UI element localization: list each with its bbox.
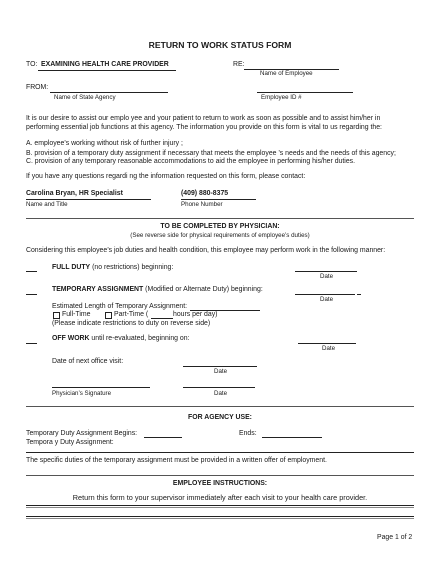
item-b: B. provision of a temporary duty assignment if necessary that meets the employee ’s needs and the needs of this agency;: [26, 150, 396, 157]
hours-per-day-label: hours per day): [173, 311, 218, 318]
full-time-label: Full-Time: [62, 311, 91, 318]
phone-number-label: Phone Number: [181, 201, 223, 208]
temp-check-line[interactable]: [26, 294, 37, 295]
next-visit-field[interactable]: [183, 366, 257, 367]
temp-date-dash: [357, 294, 361, 295]
specific-duties-text: The specific duties of the temporary assignment must be provided in a written offer of employment.: [26, 457, 327, 464]
instructions-heading: EMPLOYEE INSTRUCTIONS:: [172, 480, 268, 487]
re-label: RE:: [233, 61, 245, 68]
to-line: [38, 70, 176, 71]
full-duty-note: (no restrictions) beginning:: [90, 264, 174, 271]
assignment-label: Tempora y Duty Assignment:: [26, 439, 114, 446]
off-work-row: [52, 335, 190, 342]
contact-phone-line: [181, 199, 256, 200]
off-work-label: OFF WORK: [52, 335, 90, 342]
full-duty-row: [52, 264, 173, 271]
agency-divider: [26, 406, 414, 407]
contact-name-line: [26, 199, 151, 200]
full-duty-check-line[interactable]: [26, 271, 37, 272]
physician-subheading: (See reverse side for physical requirements of employee’s duties): [130, 232, 310, 239]
intro-line-2: performing essential job functions at this agency. The information you provide on this form is vital to us regarding the:: [26, 124, 382, 131]
to-label: TO:: [26, 61, 38, 68]
name-and-title-label: Name and Title: [26, 201, 68, 208]
off-work-check-line[interactable]: [26, 343, 37, 344]
instructions-divider: [26, 475, 414, 476]
state-agency-label: Name of State Agency: [54, 94, 116, 101]
to-value: EXAMINING HEALTH CARE PROVIDER: [41, 61, 169, 68]
full-duty-date-field[interactable]: [295, 271, 357, 272]
signature-date-label: Date: [214, 390, 228, 397]
next-visit-label: Date of next office visit:: [52, 358, 124, 365]
temp-row: [52, 286, 263, 293]
off-work-date-field[interactable]: [298, 343, 356, 344]
temp-label: TEMPORARY ASSIGNMENT: [52, 286, 144, 293]
contact-phone: (409) 880-8375: [181, 190, 229, 197]
signature-date-field[interactable]: [183, 387, 255, 388]
instructions-text: Return this form to your supervisor immediately after each visit to your health care provider.: [72, 493, 368, 502]
instructions-line-2: [26, 516, 414, 517]
full-duty-label: FULL DUTY: [52, 264, 91, 271]
ends-label: Ends:: [239, 430, 257, 437]
physician-signature-field[interactable]: [52, 387, 150, 388]
off-work-note: until re-evaluated, beginning on:: [89, 335, 190, 342]
ends-field[interactable]: [262, 437, 322, 438]
instructions-line-1b: [26, 507, 414, 508]
instructions-line-2b: [26, 518, 414, 519]
part-time-label: Part-Time (: [114, 311, 149, 318]
contact-name: Carolina Bryan, HR Specialist: [26, 190, 123, 197]
full-duty-date-label: Date: [320, 273, 334, 280]
item-c: C. provision of any temporary reasonable accommodations to aid the employee in performing his/her duties.: [26, 158, 356, 165]
hours-per-day-field[interactable]: [151, 318, 173, 319]
considering-text: Considering this employee’s job duties and health condition, this employee may perform work in the following manner:: [26, 247, 386, 254]
agency-heading: FOR AGENCY USE:: [188, 414, 252, 421]
section-divider: [26, 218, 414, 219]
page-number: Page 1 of 2: [377, 534, 413, 541]
physician-heading: TO BE COMPLETED BY PHYSICIAN:: [160, 223, 280, 230]
assignment-field[interactable]: [26, 452, 414, 453]
part-time-checkbox[interactable]: [105, 312, 112, 319]
next-visit-date-label: Date: [214, 368, 228, 375]
instructions-line-1: [26, 505, 414, 506]
temp-note: (Modified or Alternate Duty) beginning:: [143, 286, 263, 293]
from-label: FROM:: [26, 84, 49, 91]
questions-text: If you have any questions regardi ng the information requested on this form, please contact:: [26, 173, 306, 180]
physician-signature-label: Physician’s Signature: [52, 390, 112, 397]
item-a: A. employee’s working without risk of further injury ;: [26, 140, 183, 147]
temp-date-field[interactable]: [295, 294, 355, 295]
intro-line-1: It is our desire to assist our emplo yee and your patient to return to work as soon as possible and to assist him/her in: [26, 115, 381, 122]
employee-id-field[interactable]: [257, 92, 353, 93]
from-field[interactable]: [50, 92, 168, 93]
full-time-checkbox[interactable]: [53, 312, 60, 319]
name-of-employee-label: Name of Employee: [260, 70, 313, 77]
begins-label: Temporary Duty Assignment Begins:: [26, 430, 138, 437]
temp-date-label: Date: [320, 296, 334, 303]
estimated-length-label: Estimated Length of Temporary Assignment:: [52, 303, 188, 310]
form-title: RETURN TO WORK STATUS FORM: [148, 40, 292, 50]
indicate-restrictions: (Please indicate restrictions to duty on reverse side): [52, 320, 211, 327]
off-work-date-label: Date: [322, 345, 336, 352]
employee-id-label: Employee ID #: [261, 94, 302, 101]
begins-field[interactable]: [144, 437, 182, 438]
